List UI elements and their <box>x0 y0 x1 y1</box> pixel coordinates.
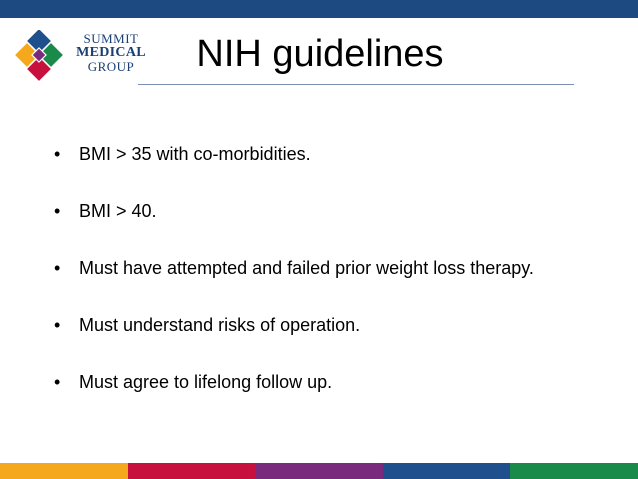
bottom-segment-purple <box>255 463 383 479</box>
bullet-item <box>52 142 572 166</box>
title-underline <box>138 84 574 85</box>
bullet-dot-icon: • <box>54 201 61 221</box>
bullet-dot-icon: • <box>54 315 61 335</box>
bottom-segment-orange <box>0 463 128 479</box>
top-color-bar <box>0 0 638 18</box>
bullet-item <box>52 370 572 394</box>
bullet-text: BMI > 35 with co-morbidities. <box>79 144 311 164</box>
bottom-color-bar <box>0 463 638 479</box>
summit-medical-group-logo <box>12 30 172 90</box>
bullet-text: BMI > 40. <box>79 201 157 221</box>
bullet-item <box>52 199 572 223</box>
bullet-dot-icon: • <box>54 372 61 392</box>
logo-text-summit: SUMMIT <box>83 31 139 46</box>
bullet-dot-icon: • <box>54 144 61 164</box>
slide-title: NIH guidelines <box>196 33 444 75</box>
bullet-dot-icon: • <box>54 258 61 278</box>
logo-diamond-icon <box>12 30 74 90</box>
bullet-text: Must have attempted and failed prior weight loss therapy. <box>79 258 534 278</box>
bottom-segment-red <box>128 463 256 479</box>
logo-text-medical: MEDICAL <box>76 45 146 60</box>
bottom-segment-green <box>510 463 638 479</box>
logo-text-group: GROUP <box>87 59 135 74</box>
bullet-list <box>52 142 572 427</box>
bottom-segment-blue <box>383 463 511 479</box>
bullet-item <box>52 256 572 280</box>
bullet-text: Must understand risks of operation. <box>79 315 361 335</box>
bullet-text: Must agree to lifelong follow up. <box>79 372 333 392</box>
bullet-item <box>52 313 572 337</box>
